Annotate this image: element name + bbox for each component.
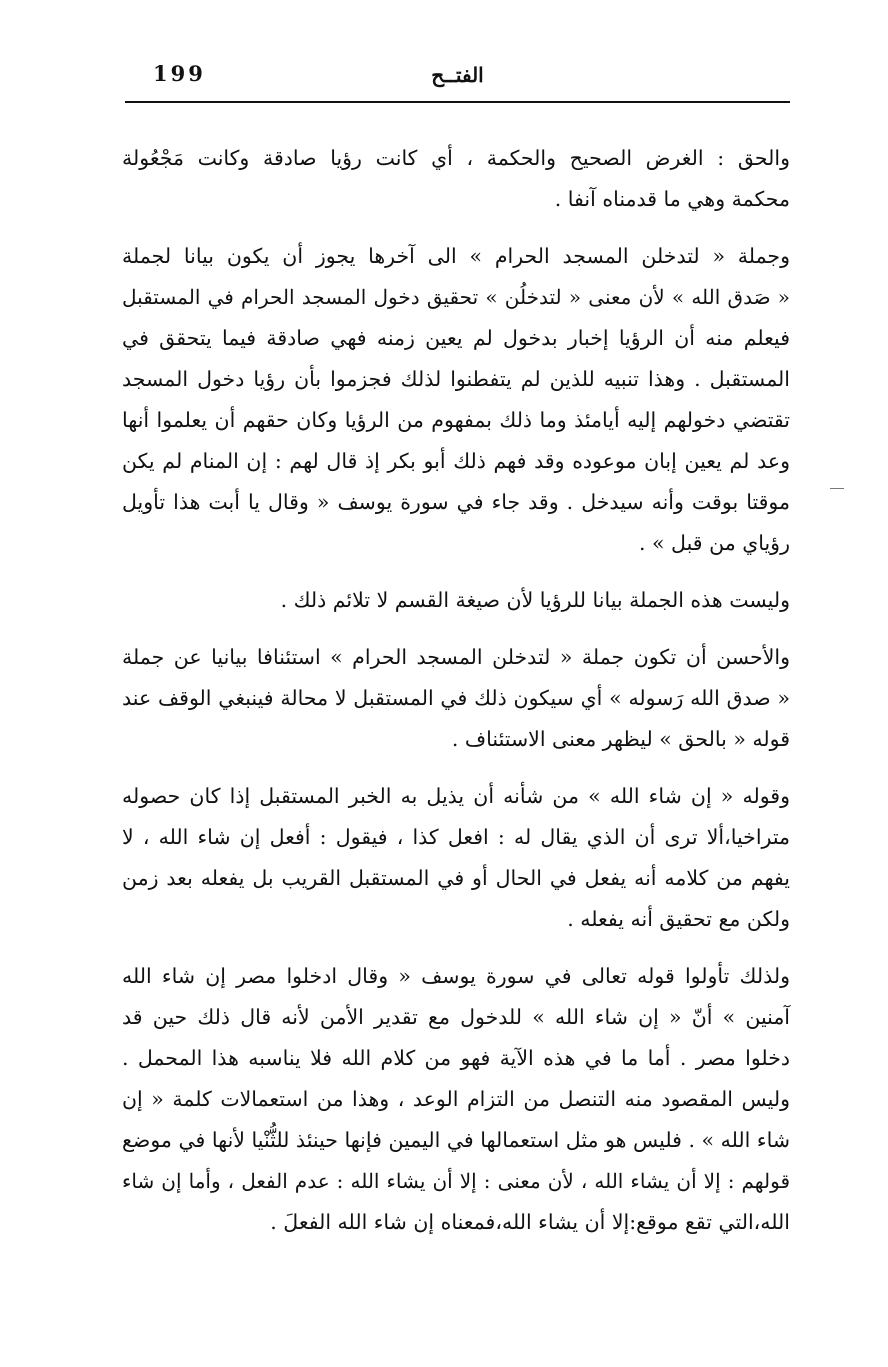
text-line: وعد لم يعين إبان موعوده وقد فهم ذلك أبو بكر إذ قال لهم : إن المنام لم يكن	[122, 449, 790, 473]
paragraph	[122, 138, 790, 220]
text-line: ولكن مع تحقيق أنه يفعله .	[567, 907, 790, 931]
page-header	[125, 55, 790, 103]
text-line: قوله « بالحق » ليظهر معنى الاستئناف .	[451, 727, 790, 751]
paragraph	[122, 580, 790, 621]
text-line: يفهم من كلامه أنه يفعل في الحال أو في المستقبل القريب بل يفعله بعد زمن	[122, 866, 790, 890]
paragraph	[122, 956, 790, 1243]
body-text	[122, 138, 790, 1259]
text-line: « صَدق الله » لأن معنى « لتدخلُن » تحقيق دخول المسجد الحرام في المستقبل	[122, 285, 790, 309]
page-number: 199	[153, 61, 206, 86]
text-line: وقوله « إن شاء الله » من شأنه أن يذيل به الخبر المستقبل إذا كان حصوله	[122, 784, 790, 808]
text-line: والأحسن أن تكون جملة « لتدخلن المسجد الحرام » استئنافا بيانيا عن جملة	[122, 645, 790, 669]
text-line: موقتا بوقت وأنه سيدخل . وقد جاء في سورة يوسف « وقال يا أبت هذا تأويل	[122, 490, 790, 514]
text-line: وجملة « لتدخلن المسجد الحرام » الى آخرها يجوز أن يكون بيانا لجملة	[122, 244, 790, 268]
text-line: الله،التي تقع موقع:إلا أن يشاء الله،فمعناه إن شاء الله الفعلَ .	[270, 1210, 790, 1234]
text-line: وليس المقصود منه التنصل من التزام الوعد ، وهذا من استعمالات كلمة « إن	[122, 1087, 790, 1111]
margin-mark	[830, 488, 844, 489]
text-line: والحق : الغرض الصحيح والحكمة ، أي كانت رؤيا صادقة وكانت مَجْعُولة	[122, 146, 790, 170]
text-line: آمنين » أنّ « إن شاء الله » للدخول مع تقدير الأمن لأنه قال ذلك حين قد	[122, 1005, 790, 1029]
text-line: تقتضي دخولهم إليه أيامئذ وما ذلك بمفهوم من الرؤيا وكان حقهم أن يعلموا أنها	[122, 408, 790, 432]
text-line: متراخيا،ألا ترى أن الذي يقال له : افعل كذا ، فيقول : أفعل إن شاء الله ، لا	[122, 825, 790, 849]
text-line: المستقبل . وهذا تنبيه للذين لم يتفطنوا لذلك فجزموا بأن رؤيا دخول المسجد	[122, 367, 790, 391]
paragraph	[122, 236, 790, 564]
running-title: الفتــح	[431, 63, 484, 87]
text-line: رؤياي من قبل » .	[638, 531, 790, 555]
text-line: فيعلم منه أن الرؤيا إخبار بدخول لم يعين زمنه فهي صادقة فيما يتحقق في	[122, 326, 790, 350]
text-line: « صدق الله رَسوله » أي سيكون ذلك في المستقبل لا محالة فينبغي الوقف عند	[122, 686, 790, 710]
text-line: ولذلك تأولوا قوله تعالى في سورة يوسف « وقال ادخلوا مصر إن شاء الله	[122, 964, 790, 988]
text-line: وليست هذه الجملة بيانا للرؤيا لأن صيغة القسم لا تلائم ذلك .	[280, 588, 790, 612]
text-line: قولهم : إلا أن يشاء الله ، لأن معنى : إلا أن يشاء الله : عدم الفعل ، وأما إن شاء	[122, 1169, 791, 1193]
paragraph	[122, 776, 790, 940]
text-line: شاء الله » . فليس هو مثل استعمالها في اليمين فإنها حينئذ للثُّنْيا لأنها في موضع	[122, 1128, 790, 1152]
text-line: دخلوا مصر . أما ما في هذه الآية فهو من كلام الله فلا يناسبه هذا المحمل .	[122, 1046, 790, 1070]
text-line: محكمة وهي ما قدمناه آنفا .	[554, 187, 790, 211]
paragraph	[122, 637, 790, 760]
